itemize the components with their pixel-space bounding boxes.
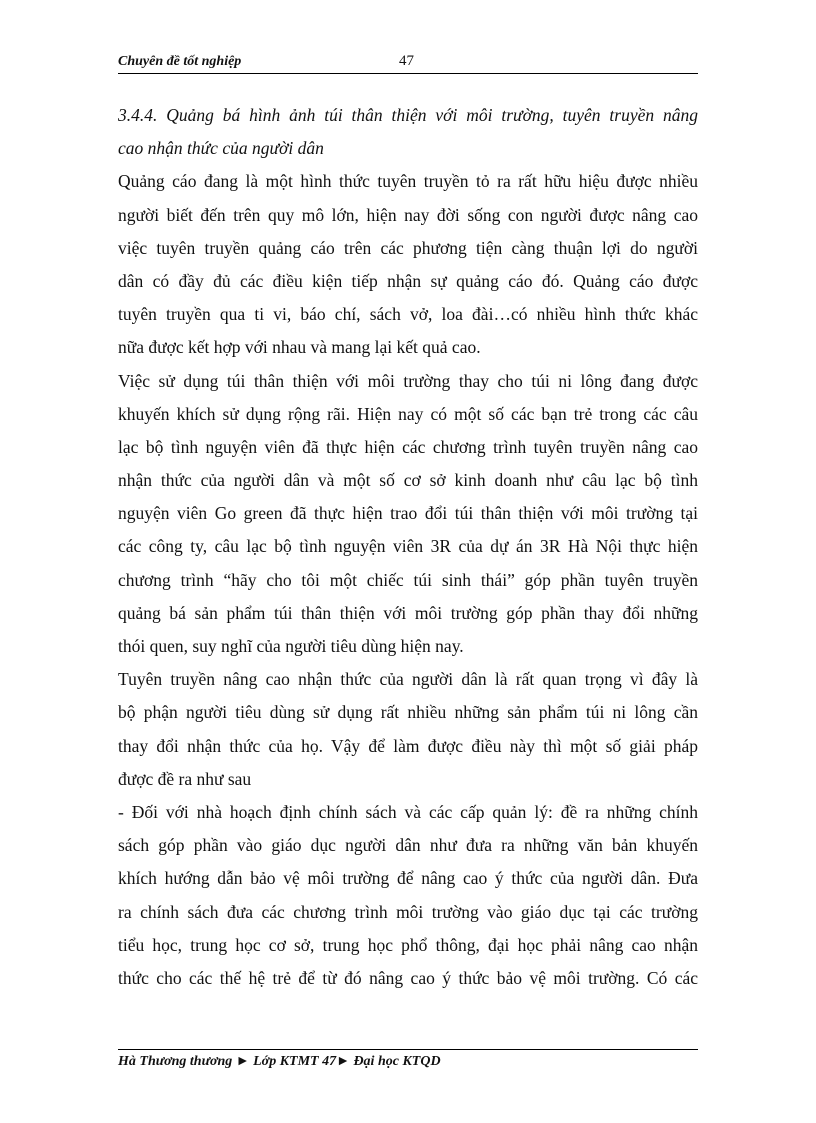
paragraph-line: nữa được kết hợp với nhau và mang lại kết quả cao. — [118, 337, 481, 358]
paragraph-line: nguyện viên Go green đã thực hiện trao đổi túi thân thiện với môi trường tại — [118, 503, 698, 524]
paragraph-line: sách góp phần vào giáo dục người dân như đưa ra những văn bản khuyến — [118, 835, 698, 856]
paragraph-line: quảng bá sản phẩm túi thân thiện với môi trường góp phần thay đổi những — [118, 602, 698, 623]
section-heading-line: cao nhận thức của người dân — [118, 138, 324, 159]
paragraph-line: Quảng cáo đang là một hình thức tuyên truyền tỏ ra rất hữu hiệu được nhiều — [118, 171, 698, 192]
paragraph-line: thói quen, suy nghĩ của người tiêu dùng hiện nay. — [118, 636, 464, 656]
paragraph-line: nhận thức của người dân và một số cơ sở kinh doanh như câu lạc bộ tình — [118, 470, 698, 491]
page-header — [118, 53, 698, 74]
paragraph-line: tiểu học, trung học cơ sở, trung học phổ thông, đại học phải nâng cao nhận — [118, 934, 698, 955]
paragraph-line: người biết đến trên quy mô lớn, hiện nay đời sống con người được nâng cao — [118, 204, 698, 225]
paragraph-line: Tuyên truyền nâng cao nhận thức của người dân là rất quan trọng vì đây là — [118, 669, 698, 690]
paragraph-line: lạc bộ tình nguyện viên đã thực hiện các chương trình tuyên truyền nâng cao — [118, 436, 698, 457]
paragraph-line: các công ty, câu lạc bộ tình nguyện viên 3R của dự án 3R Hà Nội thực hiện — [118, 536, 698, 557]
paragraph-line: Việc sử dụng túi thân thiện với môi trường thay cho túi ni lông đang được — [118, 370, 698, 391]
paragraph-line: khuyến khích sử dụng rộng rãi. Hiện nay có một số các bạn trẻ trong các câu — [118, 403, 698, 424]
paragraph-line: ra chính sách đưa các chương trình môi trường vào giáo dục tại các trường — [118, 901, 698, 922]
header-title: Chuyên đề tốt nghiệp — [118, 54, 242, 69]
page-number: 47 — [399, 53, 414, 69]
paragraph-line: tuyên truyền qua ti vi, báo chí, sách vở, loa đài…có nhiều hình thức khác — [118, 304, 698, 325]
paragraph-line: - Đối với nhà hoạch định chính sách và các cấp quản lý: đề ra những chính — [118, 801, 698, 822]
paragraph-line: bộ phận người tiêu dùng sử dụng rất nhiều những sản phẩm túi ni lông cần — [118, 702, 698, 723]
section-heading-line: 3.4.4. Quảng bá hình ảnh túi thân thiện với môi trường, tuyên truyền nâng — [118, 105, 698, 125]
paragraph-line: thay đổi nhận thức của họ. Vậy để làm được điều này thì một số giải pháp — [118, 735, 698, 756]
page-footer — [118, 1049, 698, 1070]
paragraph-line: thức cho các thế hệ trẻ để từ đó nâng cao ý thức bảo vệ môi trường. Có các — [118, 967, 698, 988]
paragraph-line: việc tuyên truyền quảng cáo trên các phương tiện càng thuận lợi do người — [118, 237, 698, 258]
page-content — [118, 99, 698, 995]
footer-text: Hà Thương thương ► Lớp KTMT 47► Đại học KTQD — [118, 1054, 441, 1069]
paragraph-line: chương trình “hãy cho tôi một chiếc túi sinh thái” góp phần tuyên truyền — [118, 569, 698, 590]
paragraph-line: khích hướng dẫn bảo vệ môi trường để nâng cao ý thức của người dân. Đưa — [118, 868, 698, 889]
paragraph-line: được đề ra như sau — [118, 768, 252, 789]
paragraph-line: dân có đầy đủ các điều kiện tiếp nhận sự quảng cáo đó. Quảng cáo được — [118, 270, 698, 291]
